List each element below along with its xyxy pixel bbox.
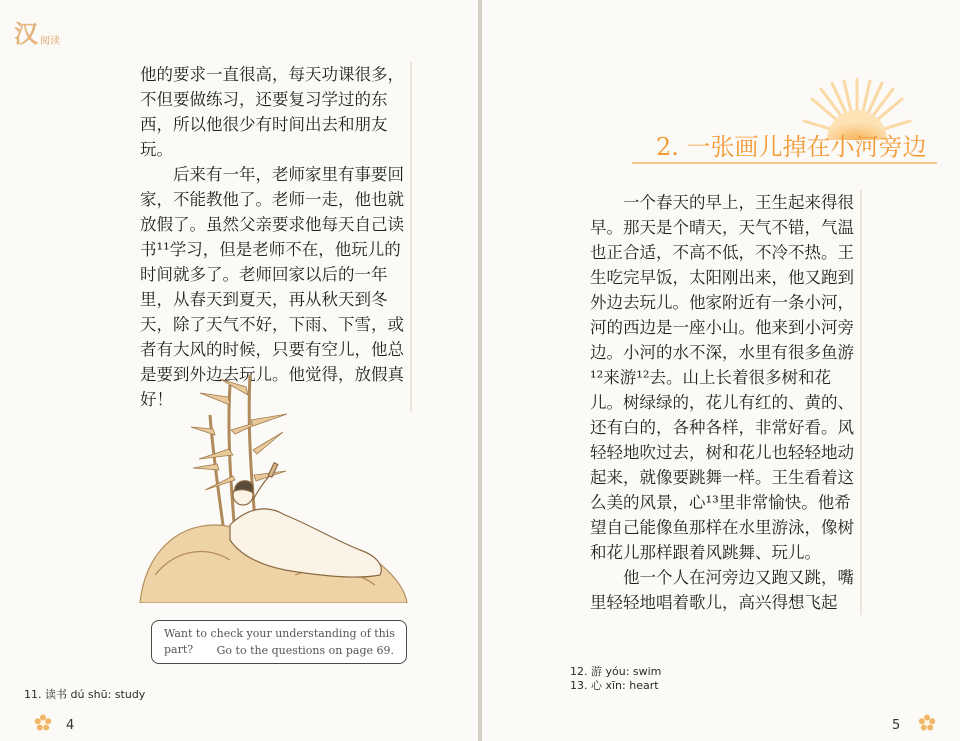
paragraph: 后来有一年，老师家里有事要回家，不能教他了。老师一走，他也就放假了。虽然父亲要求他每天自己读书¹¹学习，但是老师不在，他玩儿的时间就多了。老师回家以后的一年里，从春天到夏天，再从秋天到冬天，除了天气不好，下雨、下雪，或者有大风的时候，只要有空儿，他总是要到外边去玩儿。他觉得，放假真好！ (140, 165, 404, 409)
logo-tag: 阅读 (40, 36, 60, 47)
book-logo (10, 18, 66, 50)
paragraph: 一个春天的早上，王生起来得很早。那天是个晴天，天气不错，气温也正合适，不高不低，不冷不热。王生吃完早饭，太阳刚出来，他又跑到外边去玩儿。他家附近有一条小河，河的西边是一座小山。他来到小河旁边。小河的水不深，水里有很多鱼游¹²来游¹²去。山上长着很多树和花儿。树绿绿的，花儿有红的、黄的、还有白的，各种各样，非常好看。风轻轻地吹过去，树和花儿也轻轻地动起来，就像要跳舞一样。王生看着这么美的风景，心¹³里非常愉快。他希望自己能像鱼那样在水里游泳，像树和花儿那样跟着风跳舞、玩儿。 (590, 193, 854, 562)
paragraph: 他一个人在河旁边又跑又跳，嘴里轻轻地唱着歌儿，高兴得想飞起 (590, 568, 854, 612)
sun-icon (802, 75, 912, 140)
logo-glyph: 汉 (14, 19, 38, 48)
footnote-11: 11. 读书 dú shū: study (24, 688, 146, 701)
flower-ornament-icon (918, 714, 936, 732)
right-body-text (590, 190, 862, 615)
paragraph: 他的要求一直很高，每天功课很多，不但要做练习，还要复习学过的东西，所以他很少有时间出去和朋友玩。 (140, 65, 404, 159)
right-page (482, 0, 960, 741)
scholar-illustration (135, 375, 410, 603)
footnote-12: 12. 游 yóu: swim (570, 665, 662, 678)
chapter-title: 2. 一张画儿掉在小河旁边 (656, 133, 927, 161)
flower-ornament-icon (34, 714, 52, 732)
footnotes (570, 665, 661, 693)
left-body-text (140, 62, 412, 412)
callout-instruction: Go to the questions on page 69. (216, 644, 394, 657)
title-underline (632, 162, 937, 164)
comprehension-callout (151, 620, 407, 664)
footnote-13: 13. 心 xīn: heart (570, 679, 659, 692)
left-page (0, 0, 478, 741)
callout-question: Want to check your understanding of this part? (164, 627, 395, 656)
page-number: 5 (892, 718, 901, 733)
page-number: 4 (66, 718, 75, 733)
